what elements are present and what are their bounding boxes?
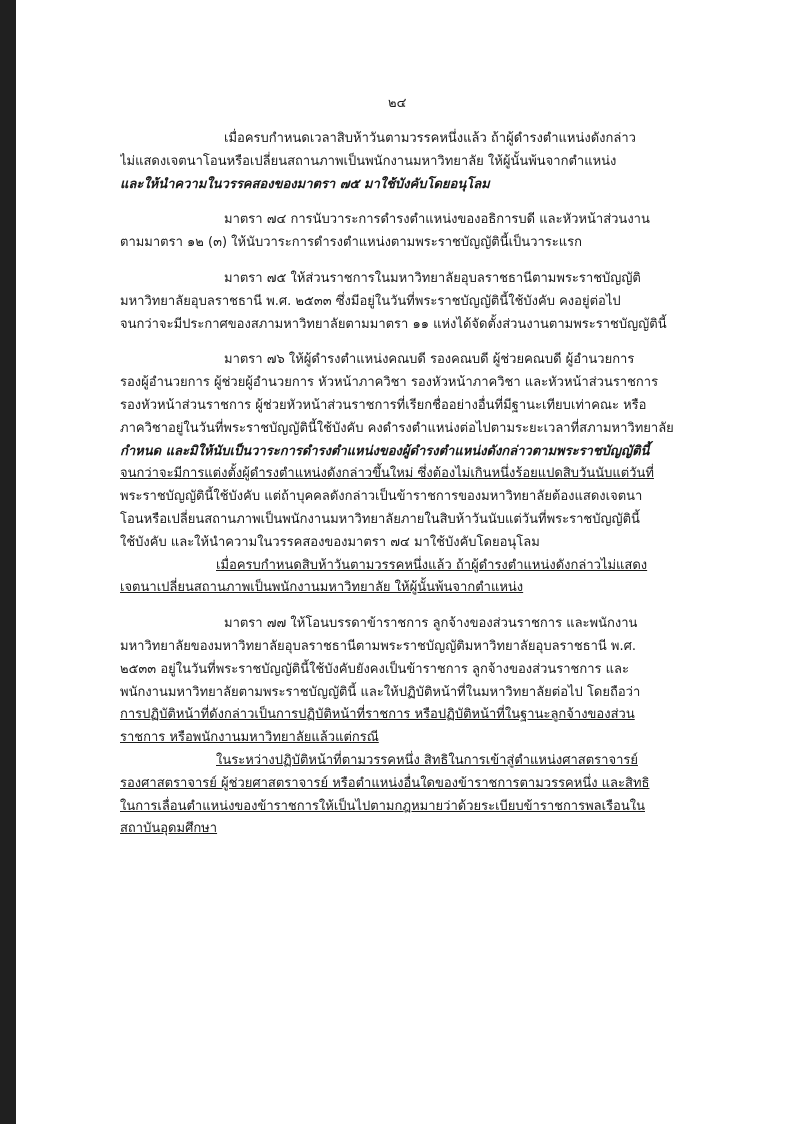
section-76	[120, 349, 720, 600]
text-line: จนกว่าจะมีประกาศของสภามหาวิทยาลัยตามมาตรา ๑๑ แห่งได้จัดตั้งส่วนงานตามพระราชบัญญัตินี้	[120, 316, 667, 332]
text-line: กำหนด และมิให้นับเป็นวาระการดำรงตำแหน่งของผู้ดำรงตำแหน่งดังกล่าวตามพระราชบัญญัตินี้	[120, 443, 650, 459]
text-line: จนกว่าจะมีการแต่งตั้งผู้ดำรงตำแหน่งดังกล่าวขึ้นใหม่ ซึ่งต้องไม่เกินหนึ่งร้อยแปดสิบวันนับแต่วันที่	[120, 466, 654, 482]
text-line: ใช้บังคับ และให้นำความในวรรคสองของมาตรา ๗๔ มาใช้บังคับโดยอนุโลม	[120, 534, 540, 550]
text-line: เจตนาเปลี่ยนสถานภาพเป็นพนักงานมหาวิทยาลัย ให้ผู้นั้นพ้นจากตำแหน่ง	[120, 580, 524, 596]
text-line: มหาวิทยาลัยของมหาวิทยาลัยอุบลราชธานีตามพระราชบัญญัติมหาวิทยาลัยอุบลราชธานี พ.ศ.	[120, 638, 636, 654]
text-line: มาตรา ๗๕ ให้ส่วนราชการในมหาวิทยาลัยอุบลราชธานีตามพระราชบัญญัติ	[224, 270, 641, 286]
text-line: และให้นำความในวรรคสองของมาตรา ๗๕ มาใช้บังคับโดยอนุโลม	[120, 176, 490, 192]
text-line: เมื่อครบกำหนดสิบห้าวันตามวรรคหนึ่งแล้ว ถ้าผู้ดำรงตำแหน่งดังกล่าวไม่แสดง	[216, 557, 648, 573]
text-line: มาตรา ๗๖ ให้ผู้ดำรงตำแหน่งคณบดี รองคณบดี ผู้ช่วยคณบดี ผู้อำนวยการ	[224, 352, 635, 368]
text-line: รองศาสตราจารย์ ผู้ช่วยศาสตราจารย์ หรือตำแหน่งอื่นใดของข้าราชการตามวรรคหนึ่ง และสิทธิ	[120, 775, 650, 791]
document-body	[120, 128, 720, 854]
page-number: ๒๔	[388, 96, 407, 111]
text-line: มาตรา ๗๗ ให้โอนบรรดาข้าราชการ ลูกจ้างของส่วนราชการ และพนักงาน	[224, 616, 638, 632]
text-line: ๒๕๓๓ อยู่ในวันที่พระราชบัญญัตินี้ใช้บังคับยังคงเป็นข้าราชการ ลูกจ้างของส่วนราชการ และ	[120, 661, 629, 677]
text-line: ราชการ หรือพนักงานมหาวิทยาลัยแล้วแต่กรณี	[120, 730, 379, 746]
text-line: ไม่แสดงเจตนาโอนหรือเปลี่ยนสถานภาพเป็นพนักงานมหาวิทยาลัย ให้ผู้นั้นพ้นจากตำแหน่ง	[120, 153, 617, 169]
text-line: ในการเลื่อนตำแหน่งของข้าราชการให้เป็นไปตามกฎหมายว่าด้วยระเบียบข้าราชการพลเรือนใน	[120, 798, 645, 814]
text-line: พนักงานมหาวิทยาลัยตามพระราชบัญญัตินี้ และให้ปฏิบัติหน้าที่ในมหาวิทยาลัยต่อไป โดยถือว่า	[120, 684, 641, 700]
section-74	[120, 209, 720, 255]
text-line: การปฏิบัติหน้าที่ดังกล่าวเป็นการปฏิบัติหน้าที่ราชการ หรือปฏิบัติหน้าที่ในฐานะลูกจ้างของส่วน	[120, 707, 635, 723]
text-line: สถาบันอุดมศึกษา	[120, 821, 218, 837]
text-line: รองผู้อำนวยการ ผู้ช่วยผู้อำนวยการ หัวหน้าภาควิชา รองหัวหน้าภาควิชา และหัวหน้าส่วนราชการ	[120, 375, 659, 391]
text-line: ตามมาตรา ๑๒ (๓) ให้นับวาระการดำรงตำแหน่งตามพระราชบัญญัตินี้เป็นวาระแรก	[120, 235, 582, 251]
text-line: รองหัวหน้าส่วนราชการ ผู้ช่วยหัวหน้าส่วนราชการที่เรียกชื่ออย่างอื่นที่มีฐานะเทียบเท่าคณะ หรือ	[120, 397, 647, 413]
text-line: ภาควิชาอยู่ในวันที่พระราชบัญญัตินี้ใช้บังคับ คงดำรงตำแหน่งต่อไปตามระยะเวลาที่สภามหาวิทยาลัย	[120, 420, 674, 436]
section-75	[120, 268, 720, 336]
text-line: มาตรา ๗๔ การนับวาระการดำรงตำแหน่งของอธิการบดี และหัวหน้าส่วนงาน	[224, 212, 650, 228]
text-line: ในระหว่างปฏิบัติหน้าที่ตามวรรคหนึ่ง สิทธิในการเข้าสู่ตำแหน่งศาสตราจารย์	[216, 752, 638, 768]
text-line: มหาวิทยาลัยอุบลราชธานี พ.ศ. ๒๕๓๓ ซึ่งมีอยู่ในวันที่พระราชบัญญัตินี้ใช้บังคับ คงอยู่ต่อไป	[120, 293, 621, 309]
text-line: พระราชบัญญัตินี้ใช้บังคับ แต่ถ้าบุคคลดังกล่าวเป็นข้าราชการของมหาวิทยาลัยต้องแสดงเจตนา	[120, 489, 643, 505]
paragraph-intro	[120, 128, 720, 196]
section-77	[120, 613, 720, 841]
text-line: เมื่อครบกำหนดเวลาสิบห้าวันตามวรรคหนึ่งแล้ว ถ้าผู้ดำรงตำแหน่งดังกล่าว	[224, 131, 636, 146]
text-line: โอนหรือเปลี่ยนสถานภาพเป็นพนักงานมหาวิทยาลัยภายในสิบห้าวันนับแต่วันที่พระราชบัญญัตินี้	[120, 511, 640, 527]
